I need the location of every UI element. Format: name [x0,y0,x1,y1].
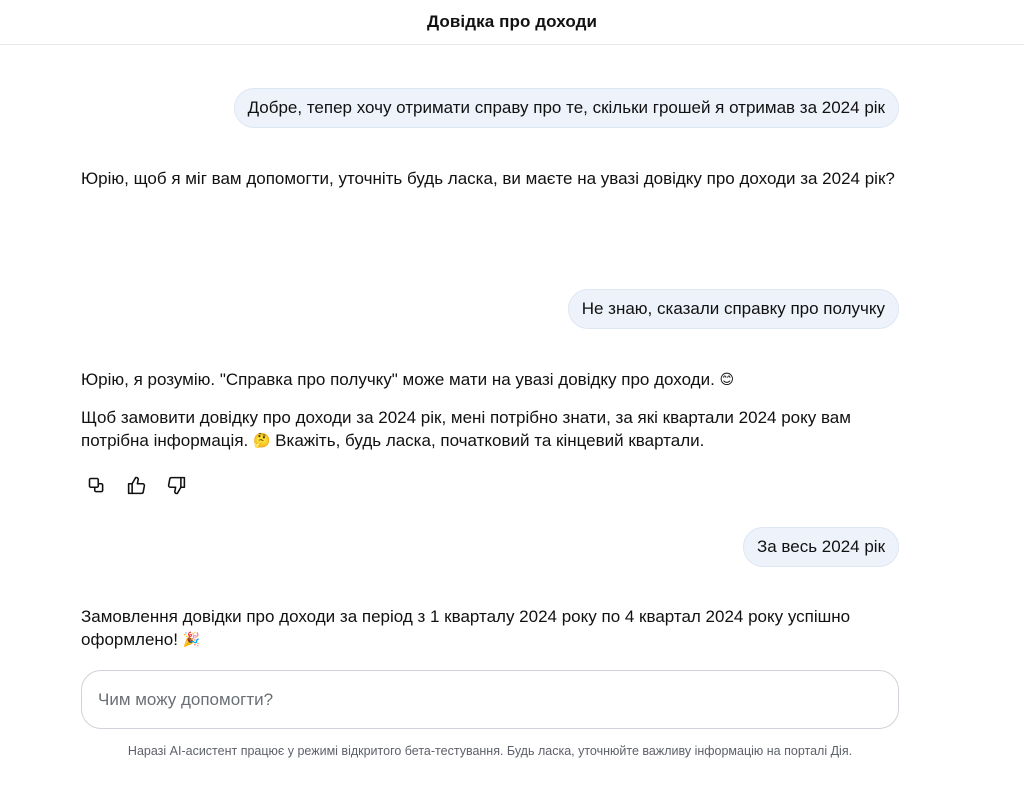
chat-header [0,0,1024,45]
copy-icon [86,475,107,496]
assistant-text-part: Юрію, я розумію. "Справка про получку" може мати на увазі довідку про доходи. [81,370,715,389]
copy-button[interactable] [84,473,108,497]
user-message: Не знаю, сказали справку про получку [568,289,899,329]
assistant-message [81,605,901,651]
user-message: Добре, тепер хочу отримати справу про те, скільки грошей я отримав за 2024 рік [234,88,899,128]
party-emoji: 🎉 [182,631,201,647]
assistant-text-part: Замовлення довідки про доходи за період з 1 кварталу 2024 року по 4 квартал 2024 року успішно оформлено! [81,607,851,649]
assistant-message-text: Юрію, щоб я міг вам допомогти, уточніть будь ласка, ви маєте на увазі довідку про доходи за 2024 рік? [81,169,895,188]
thumbs-up-icon [126,475,147,496]
user-message: За весь 2024 рік [743,527,899,567]
assistant-message [81,167,901,190]
assistant-text-part: Щоб замовити довідку про доходи за 2024 рік, мені потрібно знати, за які квартали 2024 року вам потрібна інформація. [81,408,851,450]
thinking-emoji: 🤔 [253,432,271,448]
assistant-text-part: Вкажіть, будь ласка, початковий та кінцевий квартали. [275,431,705,450]
message-actions [84,473,188,497]
assistant-message [81,368,901,452]
smile-emoji: 😊 [719,371,735,387]
page-title: Довідка про доходи [426,12,598,31]
dislike-button[interactable] [164,473,188,497]
chat-input[interactable] [98,690,882,710]
assistant-message-text [81,605,901,651]
assistant-message-text [81,406,901,452]
chat-input-container[interactable] [81,670,899,729]
assistant-message-text [81,368,901,391]
beta-disclaimer: Наразі AI-асистент працює у режимі відкритого бета-тестування. Будь ласка, уточнюйте важливу інформацію на порталі Дія. [127,744,853,758]
thumbs-down-icon [166,475,187,496]
like-button[interactable] [124,473,148,497]
